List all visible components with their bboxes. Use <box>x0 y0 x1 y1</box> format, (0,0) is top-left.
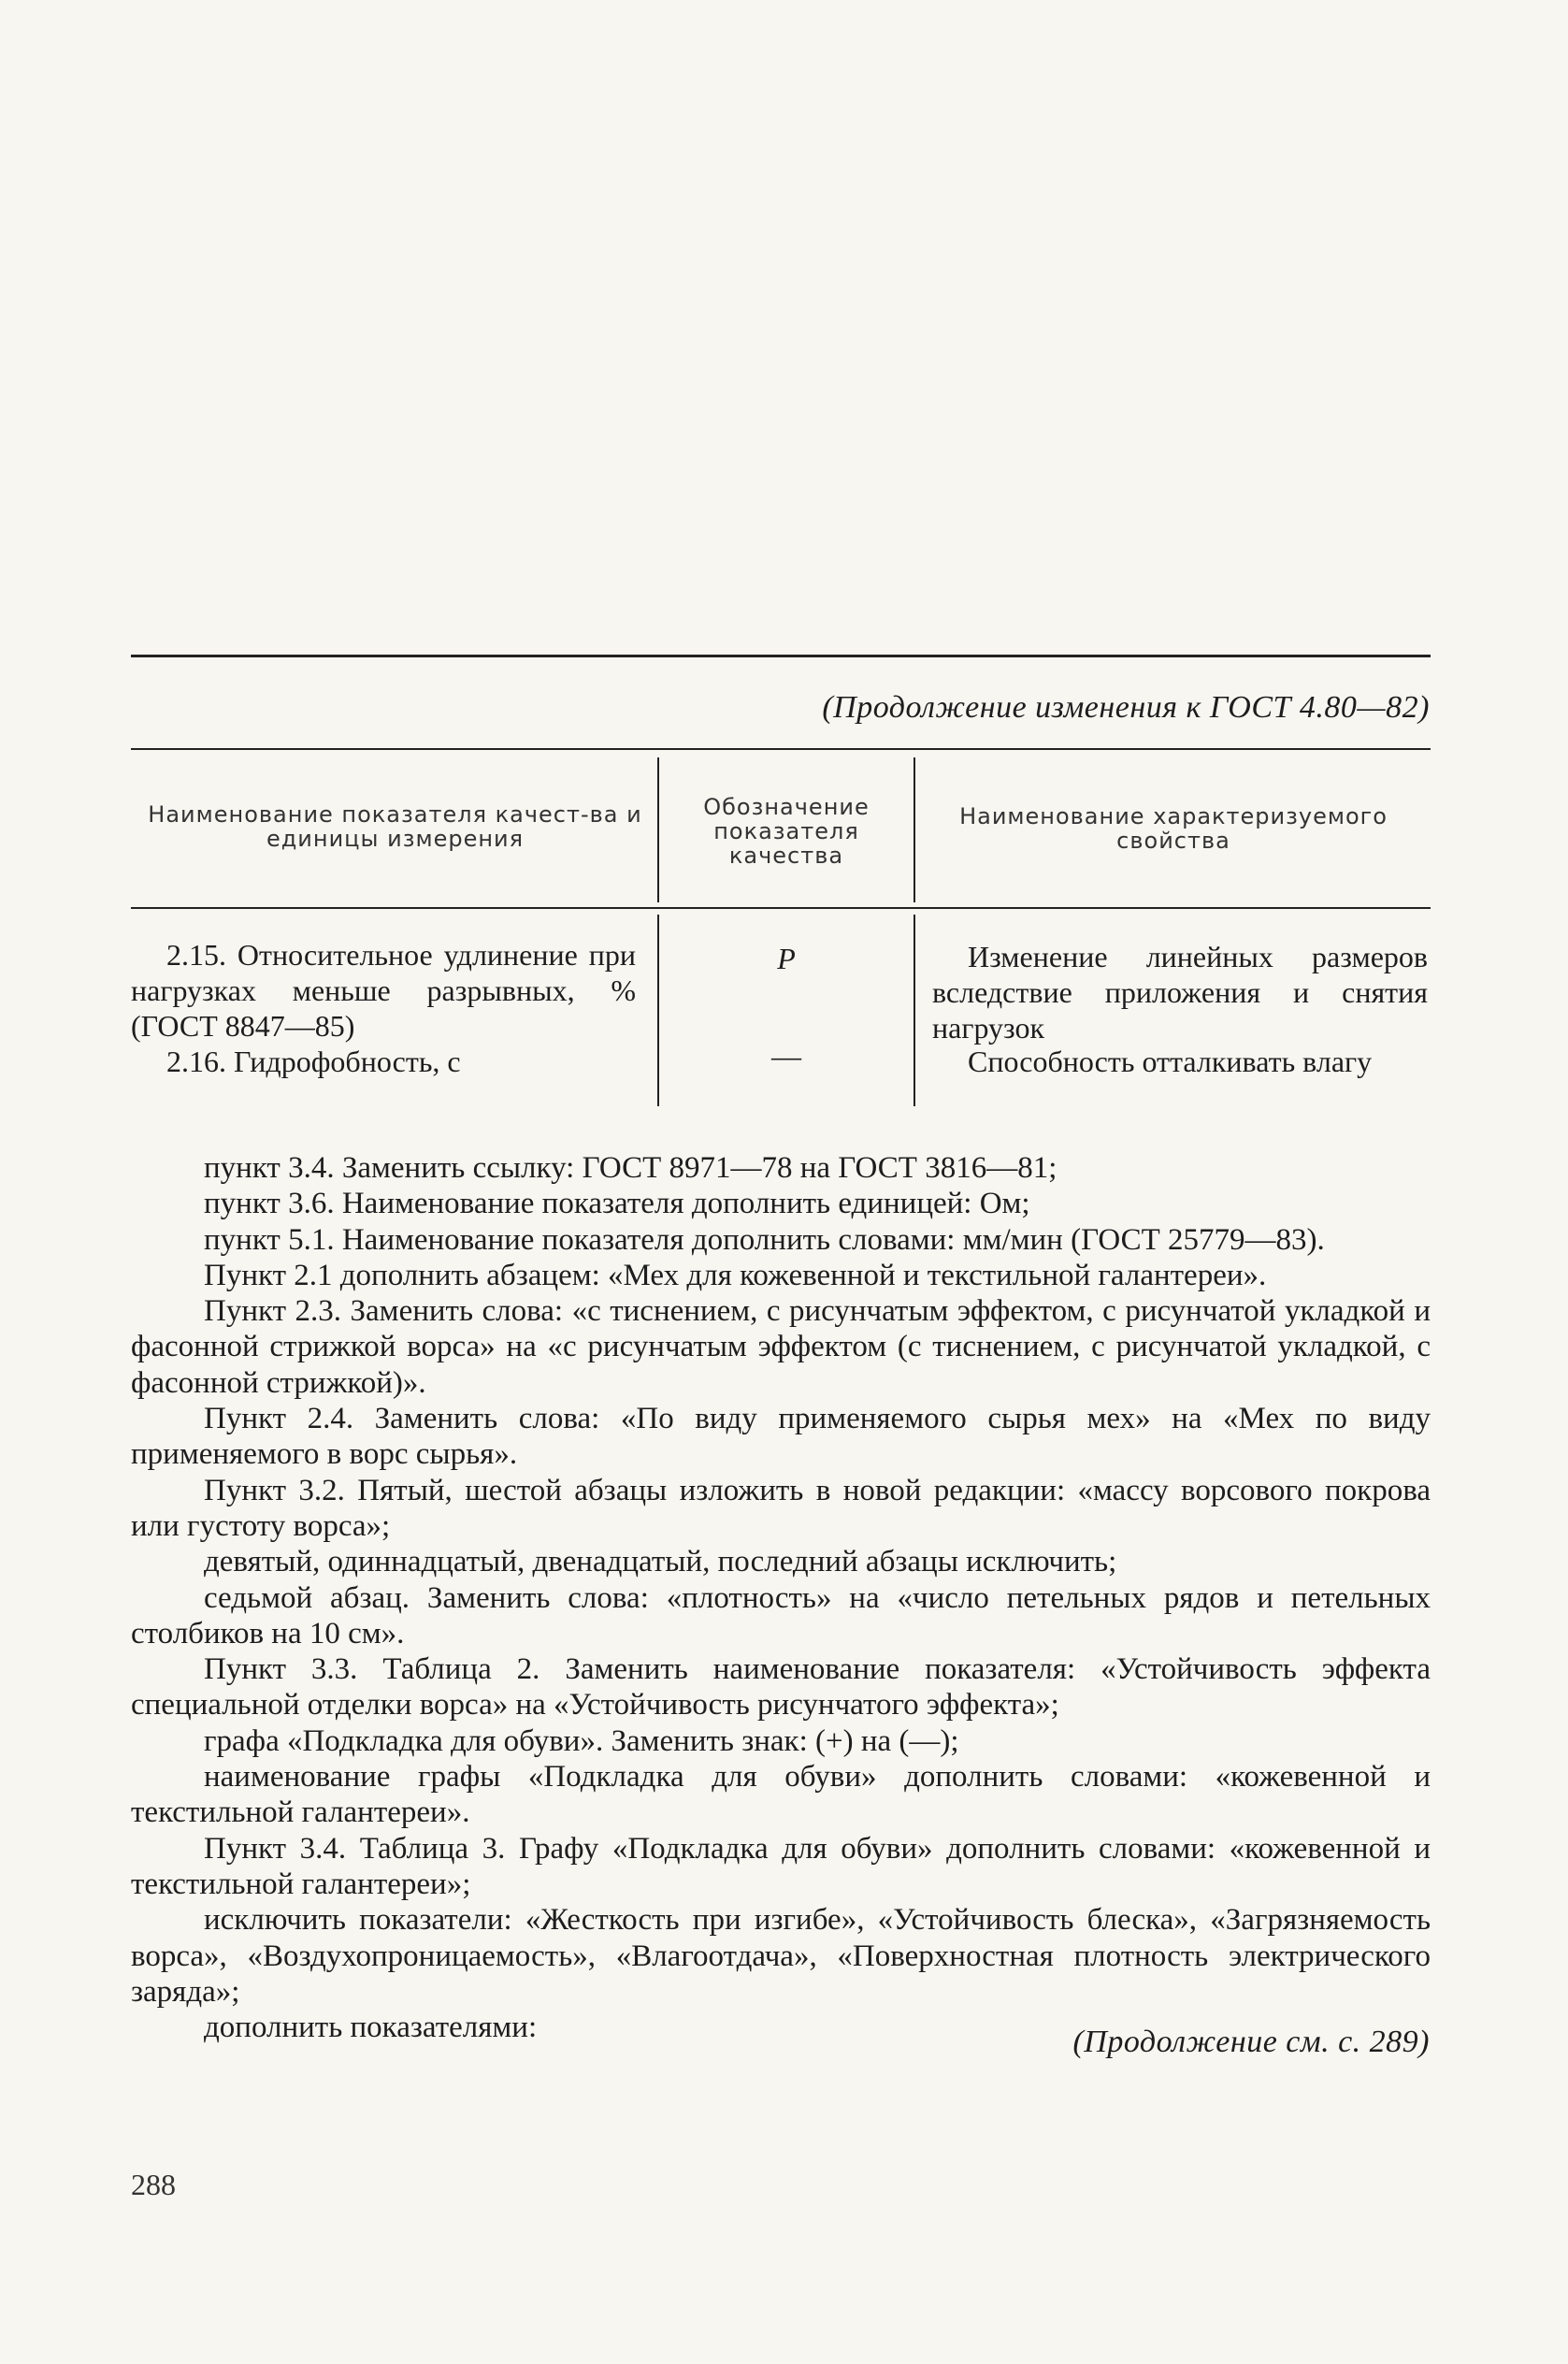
paragraph: Пункт 3.2. Пятый, шестой абзацы изложить в новой редакции: «массу ворсового покрова или густоту ворса»; <box>131 1473 1431 1543</box>
paragraph: Пункт 2.3. Заменить слова: «с тиснением, с рисунчатым эффектом, с рисунчатой укладкой и фасонной стрижкой ворса» на «с рисунчатым эффектом (с тиснением, с рисунчатой укладкой, с фасонной стрижкой)». <box>131 1294 1431 1400</box>
continuation-footer: (Продолжение см. с. 289) <box>1072 2025 1430 2059</box>
paragraph: Пункт 3.4. Таблица 3. Графу «Подкладка для обуви» дополнить словами: «кожевенной и текстильной галантереи»; <box>131 1831 1431 1901</box>
paragraph: девятый, одиннадцатый, двенадцатый, последний абзацы исключить; <box>204 1545 1117 1579</box>
table-cell-property <box>932 1044 1428 1079</box>
table-header-symbol: Обозначение показателя качества <box>703 794 870 869</box>
table-cell-name: 2.15. Относительное удлинение при нагрузках меньше разрывных, % (ГОСТ 8847—85) <box>131 938 636 1043</box>
paragraph: пункт 3.6. Наименование показателя дополнить единицей: Ом; <box>204 1187 1030 1221</box>
paragraph: графа «Подкладка для обуви». Заменить знак: (+) на (—); <box>204 1723 959 1758</box>
paragraph: исключить показатели: «Жесткость при изгибе», «Устойчивость блеска», «Загрязняемость ворса», «Воздухопроницаемость», «Влагоотдача», «Поверхностная плотность электрического заряда»; <box>131 1903 1431 2009</box>
amendment-text <box>131 1150 1431 2045</box>
table-header-rule <box>131 907 1431 909</box>
table-header-property: Наименование характеризуемого свойства <box>959 803 1388 854</box>
paragraph: Пункт 3.3. Таблица 2. Заменить наименование показателя: «Устойчивость эффекта специальной отделки ворса» на «Устойчивость рисунчатого эффекта»; <box>131 1652 1431 1723</box>
page-number: 288 <box>131 2168 176 2201</box>
table-header-name: Наименование показателя качест-ва и единицы измерения <box>148 801 642 852</box>
table-cell-symbol: P <box>777 942 796 975</box>
table-cell-property <box>932 939 1428 1045</box>
table-divider <box>657 757 659 902</box>
table-divider <box>913 757 915 902</box>
paragraph: пункт 3.4. Заменить ссылку: ГОСТ 8971—78 на ГОСТ 3816—81; <box>204 1151 1057 1185</box>
table-row-names <box>131 937 636 1079</box>
paragraph: дополнить показателями: <box>204 2011 538 2045</box>
table-cell-property-text: Изменение линейных размеров вследствие приложения и снятия нагрузок <box>932 940 1428 1045</box>
paragraph: наименование графы «Подкладка для обуви» дополнить словами: «кожевенной и текстильной галантереи». <box>131 1760 1431 1830</box>
paragraph: седьмой абзац. Заменить слова: «плотность» на «число петельных рядов и петельных столбиков на 10 см». <box>131 1580 1431 1650</box>
table-top-rule <box>131 748 1431 750</box>
top-rule <box>131 655 1431 657</box>
paragraph: Пункт 2.1 дополнить абзацем: «Мех для кожевенной и текстильной галантереи». <box>204 1258 1267 1292</box>
table-divider <box>913 915 915 1106</box>
paragraph: Пункт 2.4. Заменить слова: «По виду применяемого сырья мех» на «Мех по виду применяемого в ворс сырья». <box>131 1402 1431 1472</box>
table-cell-property-text: Способность отталкивать влагу <box>968 1045 1373 1078</box>
table-cell-symbol: — <box>771 1039 801 1073</box>
paragraph: пункт 5.1. Наименование показателя дополнить словами: мм/мин (ГОСТ 25779—83). <box>204 1222 1325 1257</box>
table-cell-name: 2.16. Гидрофобность, с <box>166 1045 461 1078</box>
continuation-header: (Продолжение изменения к ГОСТ 4.80—82) <box>822 690 1430 725</box>
table-divider <box>657 915 659 1106</box>
